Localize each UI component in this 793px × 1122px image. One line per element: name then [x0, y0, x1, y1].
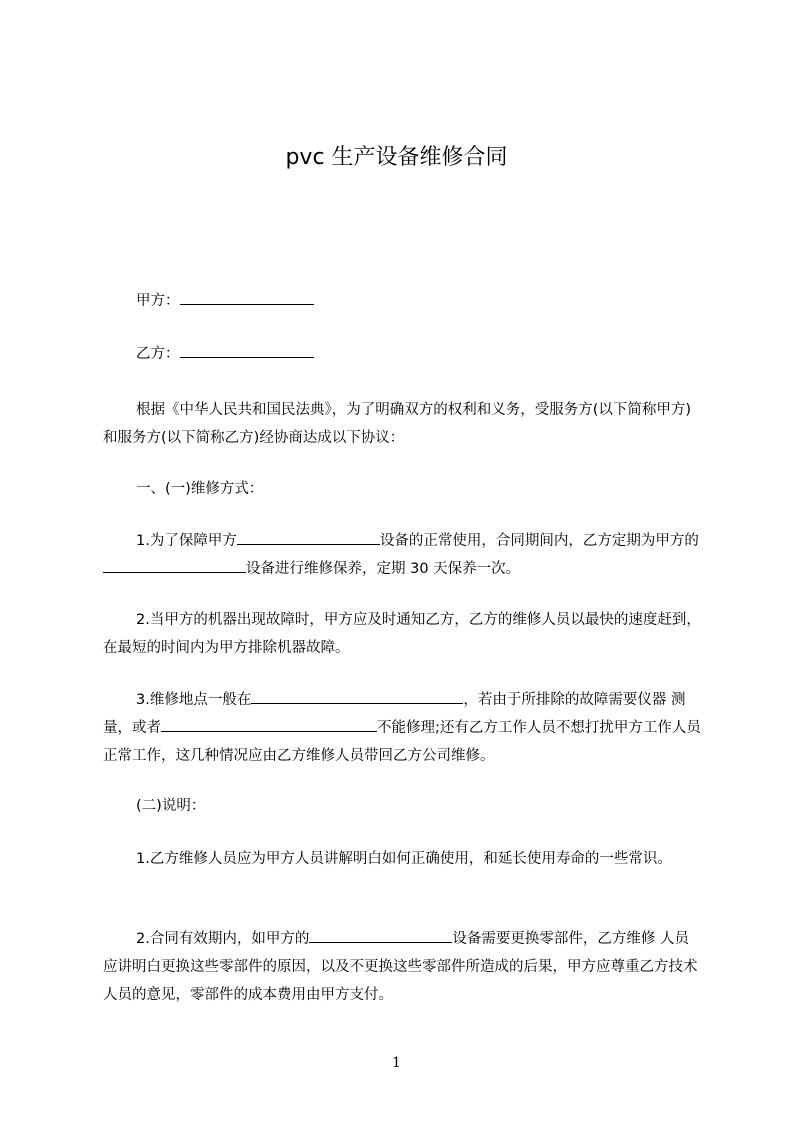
- item2-2-text-b: 设备需要更换零部件，乙方维修 人员应讲明白更换这些零部件的原因，以及不更换这些零部件所造成的后果，甲方应尊重乙方技术人员的意见，零部件的成本费用由甲方支付。: [103, 931, 698, 1003]
- item2-2-text-a: 2.合同有效期内，如甲方的: [136, 931, 310, 947]
- party-b-label: 乙方：: [136, 346, 180, 362]
- party-b-line: [103, 340, 703, 368]
- section2-heading: (二)说明：: [136, 798, 206, 814]
- item1-3-text-b: ，若由于所排除的故障需要仪器 测量，或者: [103, 692, 686, 736]
- party-a-line: [103, 287, 703, 315]
- item2-2-paragraph: [103, 925, 703, 1009]
- item1-1-paragraph: [103, 527, 703, 583]
- item1-1-text-a: 1.为了保障甲方: [136, 533, 237, 549]
- item1-1-blank-a: [237, 528, 380, 545]
- item1-3-blank-a: [251, 687, 463, 704]
- item1-3-paragraph: [103, 686, 703, 770]
- item1-3-blank-b: [161, 715, 377, 732]
- party-b-blank: [180, 341, 314, 358]
- document-title: pvc 生产设备维修合同: [285, 145, 508, 170]
- section1-heading: 一、(一)维修方式：: [136, 481, 264, 497]
- item2-2-blank: [309, 926, 452, 943]
- preamble-paragraph: 根据《中华人民共和国民法典》，为了明确双方的权利和义务，受服务方(以下简称甲方)和服务方(以下简称乙方)经协商达成以下协议：: [103, 402, 692, 446]
- item2-1-paragraph: 1.乙方维修人员应为甲方人员讲解明白如何正确使用，和延长使用寿命的一些常识。: [136, 851, 672, 867]
- item1-1-text-c: 设备进行维修保养，定期 30 天保养一次。: [246, 561, 521, 577]
- party-a-blank: [180, 288, 314, 305]
- page-number: 1: [392, 1055, 401, 1071]
- item1-2-paragraph: 2.当甲方的机器出现故障时，甲方应及时通知乙方，乙方的维修人员以最快的速度赶到，在最短的时间内为甲方排除机器故障。: [103, 612, 701, 656]
- party-a-label: 甲方：: [136, 293, 180, 309]
- item1-1-blank-b: [103, 556, 246, 573]
- item1-1-text-b: 设备的正常使用，合同期间内，乙方定期为甲方的: [379, 533, 699, 549]
- item1-3-text-a: 3.维修地点一般在: [136, 692, 252, 708]
- item1-3-text-c: 不能修理;还有乙方工作人员不想打扰甲方工作人员正常工作，这几种情况应由乙方维修人员带回乙方公司维修。: [103, 720, 701, 764]
